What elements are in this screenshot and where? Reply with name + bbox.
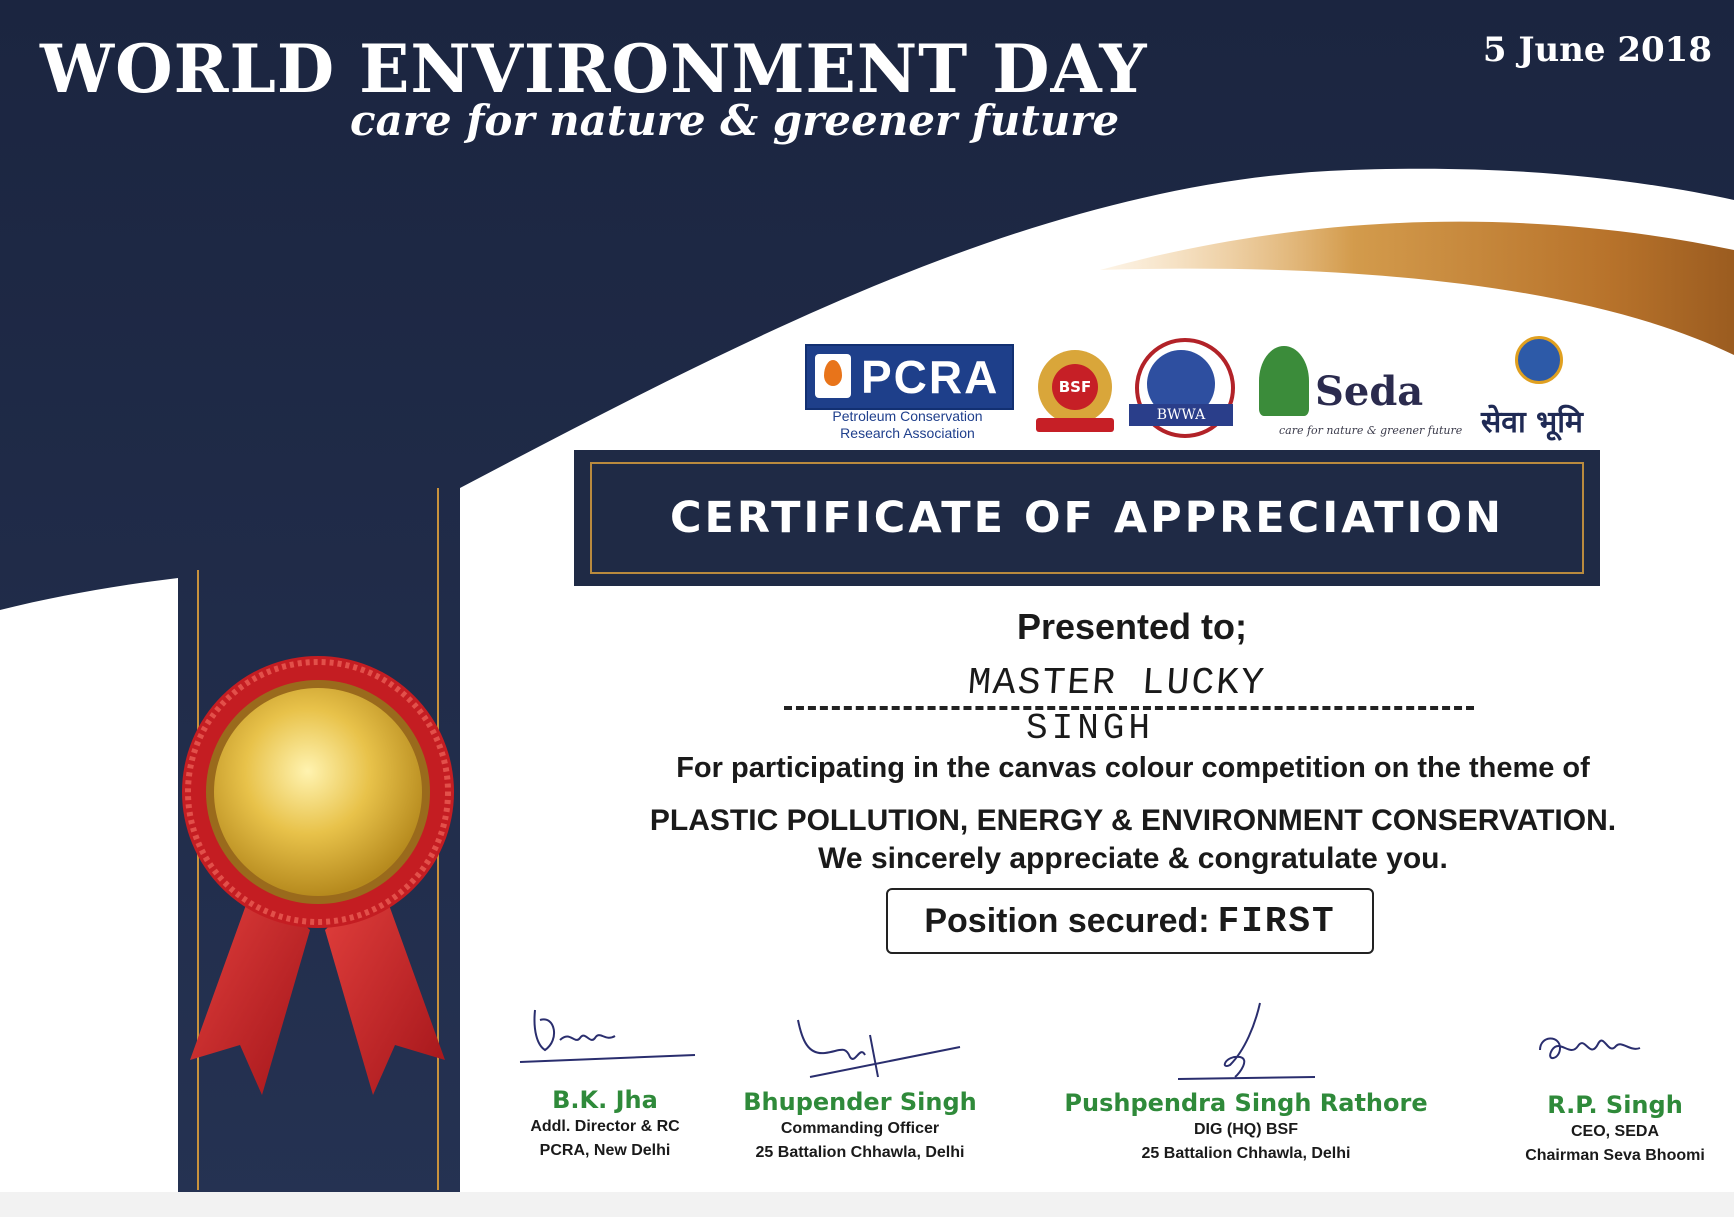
appreciation-text: We sincerely appreciate & congratulate you.	[818, 842, 1448, 875]
signatory-role: Addl. Director & RC	[530, 1118, 680, 1135]
bsf-logo	[1030, 330, 1120, 446]
position-label: Position secured:	[924, 901, 1210, 940]
position-box	[886, 888, 1374, 954]
signature-bk-jha	[515, 1000, 705, 1070]
recipient-name-line2: SINGH	[1026, 708, 1155, 749]
signatory-role: DIG (HQ) BSF	[1194, 1121, 1298, 1138]
oil-drop-icon	[815, 354, 851, 398]
position-value: FIRST	[1217, 900, 1336, 942]
signatory-1	[500, 1085, 710, 1163]
seva-bhoomi-name: सेवा भूमि	[1481, 405, 1583, 440]
signatory-role: CEO, SEDA	[1570, 1123, 1659, 1140]
globe-hands-icon	[1515, 336, 1563, 384]
pcra-full-name-line1: Petroleum Conservation	[832, 408, 983, 424]
tree-icon	[1259, 346, 1309, 416]
event-date: 5 June 2018	[1482, 30, 1712, 70]
recipient-name-line1: MASTER LUCKY	[966, 662, 1268, 705]
seda-logo	[1255, 330, 1475, 446]
seda-name: Seda	[1315, 368, 1424, 415]
signatory-2	[728, 1087, 992, 1165]
seva-bhoomi-logo	[1481, 330, 1601, 446]
signature-pushpendra-singh-rathore	[1170, 995, 1320, 1085]
certificate-heading-band	[574, 450, 1600, 586]
competition-theme: PLASTIC POLLUTION, ENERGY & ENVIRONMENT CONSERVATION.	[649, 804, 1617, 837]
signatory-3	[1060, 1088, 1432, 1166]
seda-tagline: care for nature & greener future	[1279, 424, 1463, 437]
bwwa-label: BWWA	[1129, 404, 1233, 426]
left-white-wedge	[0, 578, 178, 1217]
bsf-label: BSF	[1052, 364, 1098, 410]
gold-medal	[214, 688, 422, 896]
presented-to-label: Presented to;	[1016, 606, 1248, 647]
signatory-location: 25 Battalion Chhawla, Delhi	[755, 1144, 965, 1161]
signatory-name: Pushpendra Singh Rathore	[1064, 1089, 1428, 1117]
certificate-heading: CERTIFICATE OF APPRECIATION	[669, 493, 1505, 543]
sponsor-logos	[805, 330, 1605, 446]
signatory-location: PCRA, New Delhi	[539, 1142, 671, 1159]
signature-rp-singh	[1530, 1020, 1690, 1080]
signatory-role: Commanding Officer	[780, 1120, 940, 1137]
pcra-logo	[805, 330, 1015, 446]
pcra-name: PCRA	[861, 351, 1000, 403]
signature-bhupender-singh	[780, 1015, 970, 1085]
signatory-4	[1504, 1090, 1726, 1168]
signatory-location: Chairman Seva Bhoomi	[1525, 1147, 1705, 1164]
signatory-location: 25 Battalion Chhawla, Delhi	[1141, 1145, 1351, 1162]
event-tagline: care for nature & greener future	[350, 96, 1120, 145]
signatory-name: B.K. Jha	[552, 1086, 658, 1114]
participation-text: For participating in the canvas colour competition on the theme of	[676, 752, 1590, 784]
signatory-name: Bhupender Singh	[743, 1088, 977, 1116]
bwwa-logo	[1127, 330, 1237, 446]
pcra-full-name-line2: Research Association	[840, 425, 975, 441]
event-title: WORLD ENVIRONMENT DAY	[40, 30, 1148, 108]
signatory-name: R.P. Singh	[1547, 1091, 1683, 1119]
